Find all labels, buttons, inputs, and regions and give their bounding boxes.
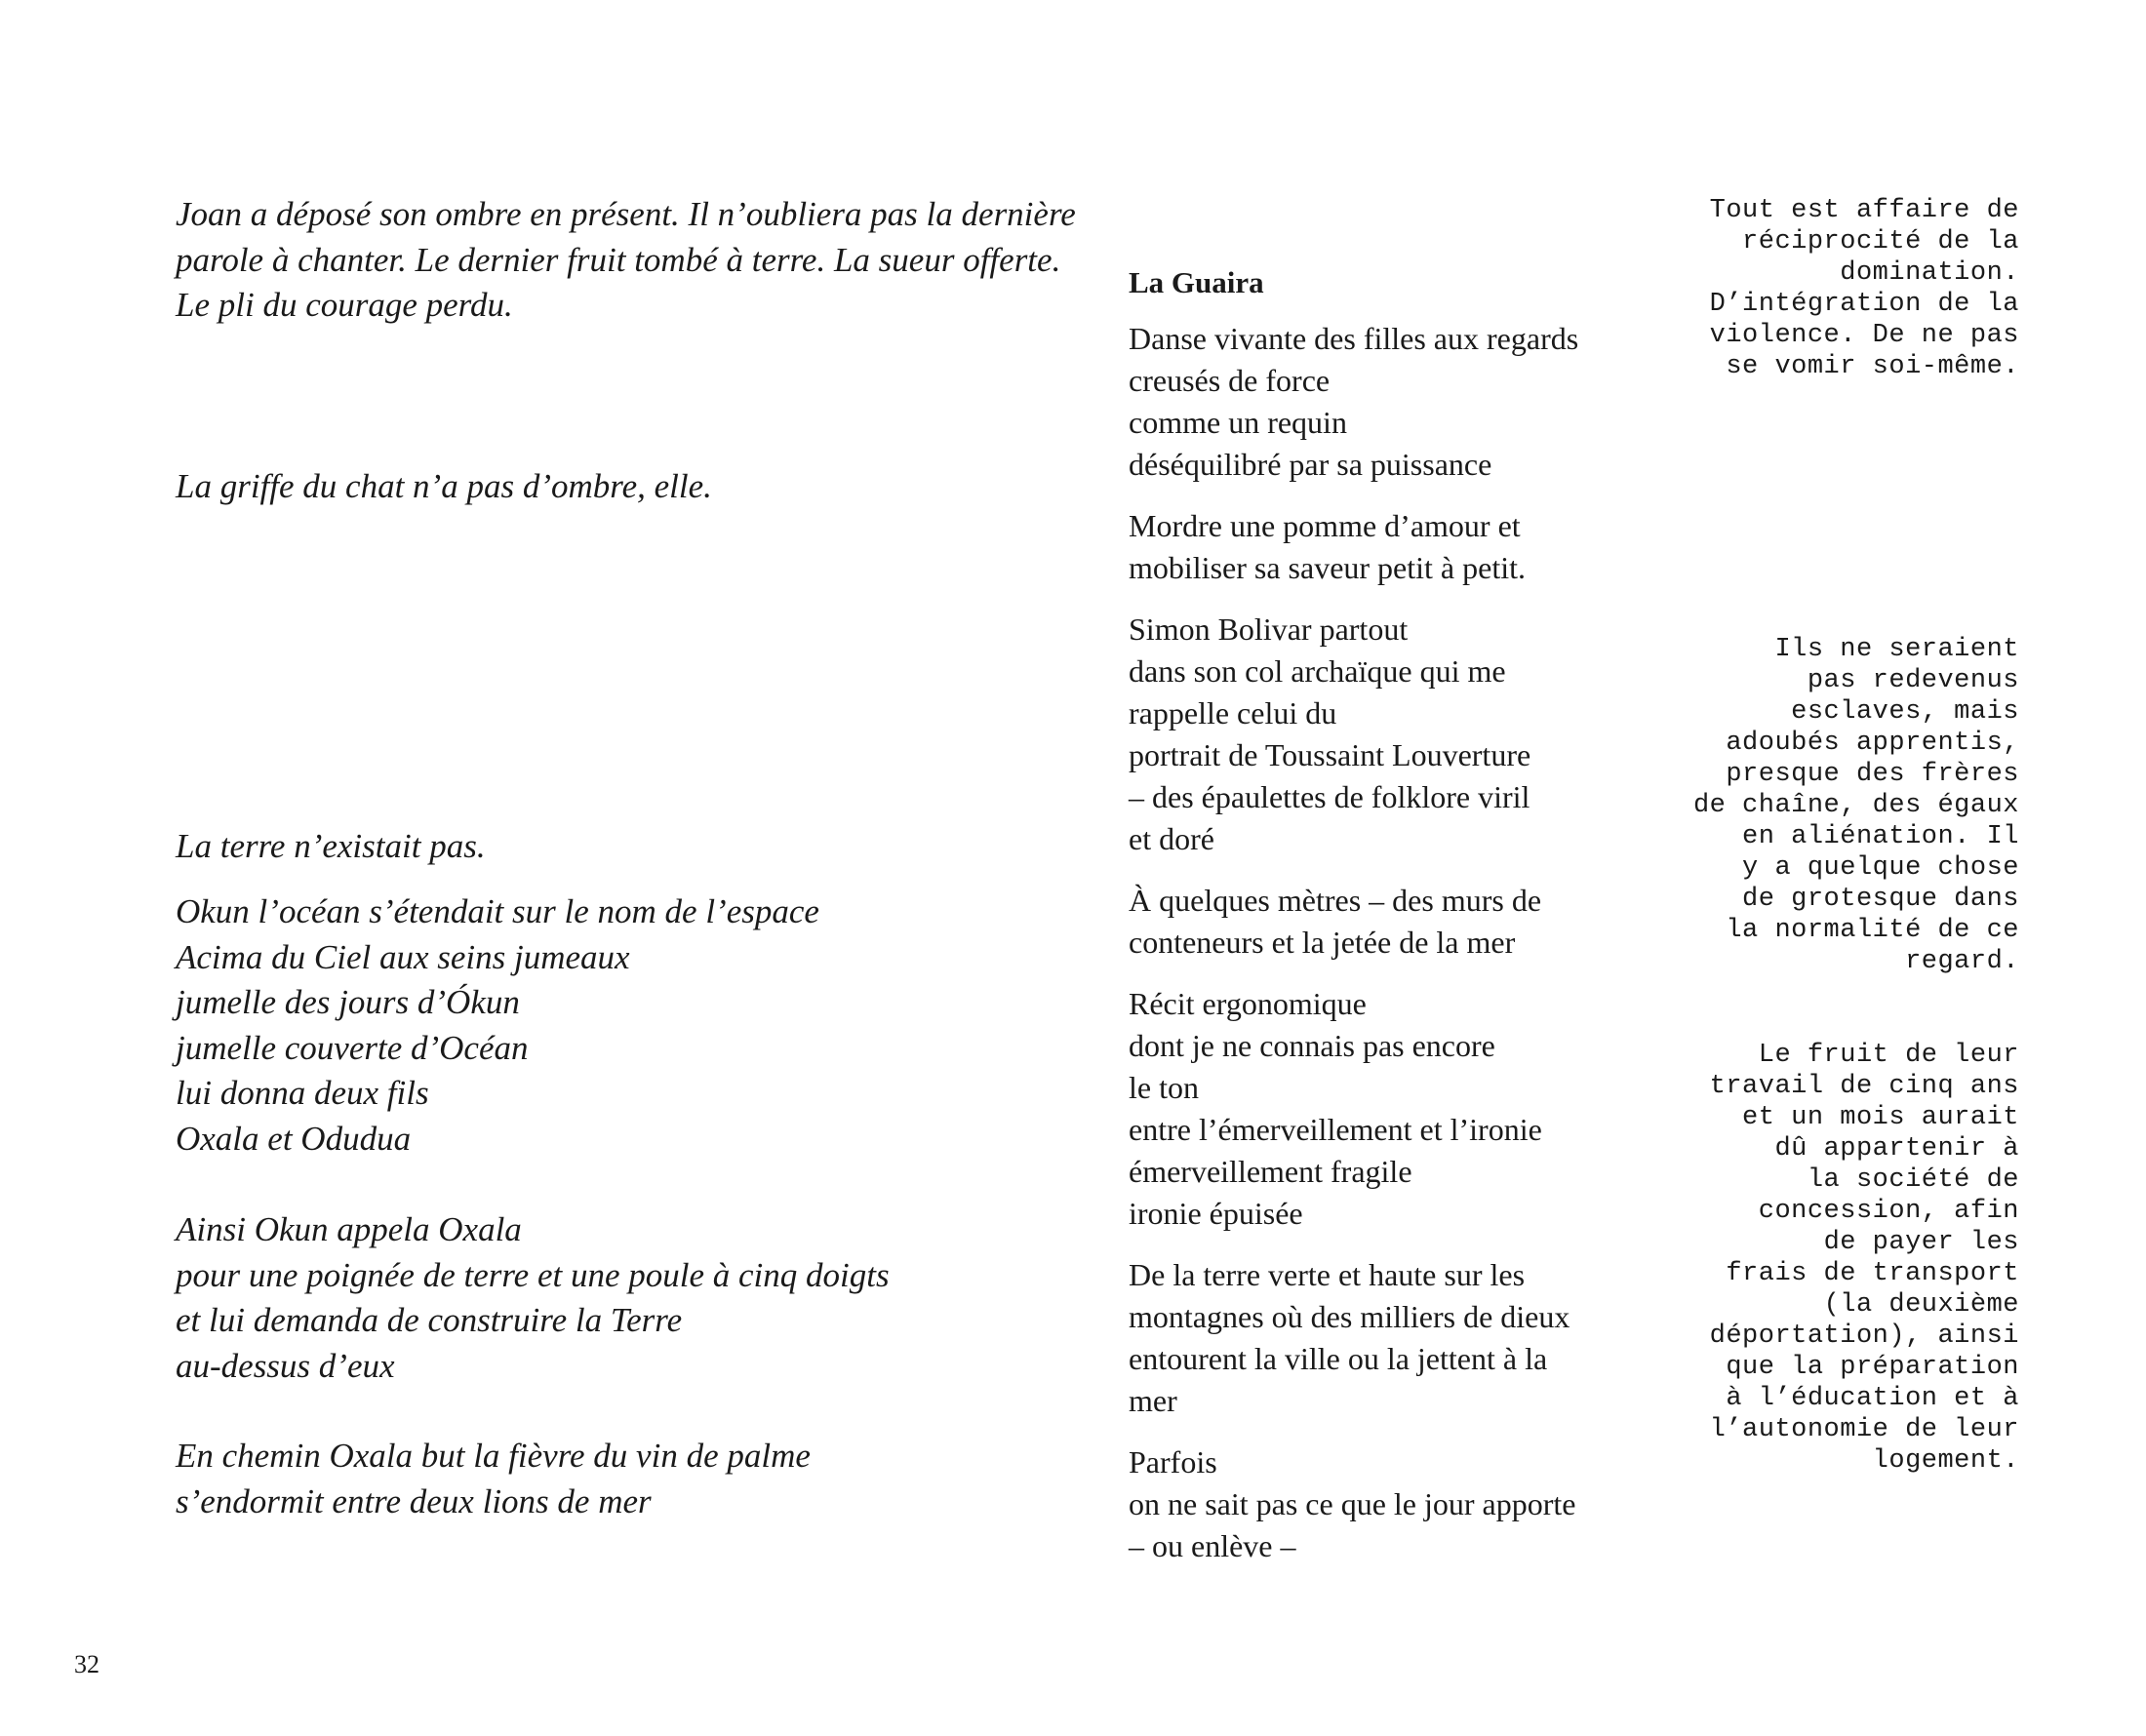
- text-line: – ou enlève –: [1129, 1528, 1296, 1563]
- text-line: jumelle couverte d’Océan: [176, 1028, 529, 1067]
- text-line: et doré: [1129, 821, 1214, 856]
- text-line: adoubés apprentis,: [1726, 729, 2019, 758]
- text-line: La griffe du chat n’a pas d’ombre, elle.: [176, 467, 712, 505]
- poem-stanza: [1129, 1254, 1636, 1422]
- text-line: De la terre verte et haute sur les: [1129, 1257, 1526, 1292]
- text-line: et un mois aurait: [1742, 1103, 2019, 1132]
- text-line: Okun l’océan s’étendait sur le nom de l’espace: [176, 892, 819, 930]
- text-line: domination.: [1840, 258, 2019, 288]
- text-line: Parfois: [1129, 1444, 1217, 1480]
- text-line: montagnes où des milliers de dieux: [1129, 1299, 1570, 1334]
- text-line: entourent la ville ou la jettent à la: [1129, 1341, 1548, 1376]
- text-line: s’endormit entre deux lions de mer: [176, 1481, 652, 1520]
- poem-stanza: [1129, 1441, 1636, 1567]
- text-line: En chemin Oxala but la fièvre du vin de palme: [176, 1437, 811, 1475]
- text-line: entre l’émerveillement et l’ironie: [1129, 1112, 1542, 1147]
- text-line: D’intégration de la: [1709, 290, 2019, 319]
- text-line: le ton: [1129, 1070, 1199, 1105]
- poem-stanza: [1129, 880, 1636, 964]
- text-line: regard.: [1905, 947, 2019, 976]
- text-line: pas redevenus: [1807, 666, 2019, 695]
- text-line: logement.: [1872, 1446, 2019, 1476]
- text-line: l’autonomie de leur: [1709, 1415, 2019, 1444]
- text-line: rappelle celui du: [1129, 695, 1337, 730]
- poem-stanza: [1129, 983, 1636, 1235]
- text-line: dans son col archaïque qui me: [1129, 653, 1506, 689]
- side-note-fruit: [1658, 1040, 2019, 1477]
- text-line: lui donna deux fils: [176, 1074, 429, 1112]
- text-line: Ainsi Okun appela Oxala: [176, 1210, 522, 1248]
- text-line: à l’éducation et à: [1726, 1384, 2019, 1413]
- text-line: émerveillement fragile: [1129, 1154, 1412, 1189]
- text-line: presque des frères: [1726, 760, 2019, 789]
- text-line: dû appartenir à: [1774, 1134, 2019, 1164]
- text-line: À quelques mètres – des murs de: [1129, 883, 1542, 918]
- text-line: y a quelque chose: [1742, 853, 2019, 883]
- text-line: Simon Bolivar partout: [1129, 612, 1409, 647]
- text-line: de chaîne, des égaux: [1692, 791, 2019, 820]
- text-line: la société de: [1807, 1165, 2019, 1195]
- text-line: dont je ne connais pas encore: [1129, 1028, 1495, 1063]
- text-line: au-dessus d’eux: [176, 1346, 395, 1385]
- text-line: – des épaulettes de folklore viril: [1129, 779, 1530, 814]
- text-line: portrait de Toussaint Louverture: [1129, 737, 1531, 772]
- left-block-griffe: [176, 464, 1093, 510]
- text-line: creusés de force: [1129, 363, 1331, 398]
- text-line: jumelle des jours d’Ókun: [176, 983, 520, 1021]
- poem-stanza: [1129, 609, 1636, 860]
- text-line: violence. De ne pas: [1709, 321, 2019, 350]
- side-note-esclaves: [1658, 634, 2019, 977]
- side-note-reciprocite: [1658, 195, 2019, 382]
- text-line: parole à chanter. Le dernier fruit tombé à terre. La sueur offerte.: [176, 240, 1061, 279]
- text-line: concession, afin: [1758, 1197, 2019, 1226]
- text-line: Danse vivante des filles aux regards: [1129, 321, 1579, 356]
- poem-title: La Guaira: [1129, 265, 1264, 299]
- text-line: que la préparation: [1726, 1353, 2019, 1382]
- text-line: conteneurs et la jetée de la mer: [1129, 925, 1516, 960]
- text-line: Acima du Ciel aux seins jumeaux: [176, 937, 630, 976]
- text-line: de grotesque dans: [1742, 885, 2019, 914]
- text-line: esclaves, mais: [1791, 697, 2019, 727]
- text-line: déportation), ainsi: [1709, 1322, 2019, 1351]
- text-line: mer: [1129, 1383, 1177, 1418]
- text-line: ironie épuisée: [1129, 1196, 1303, 1231]
- page-number: 32: [74, 1650, 99, 1678]
- text-line: travail de cinq ans: [1709, 1072, 2019, 1101]
- text-line: se vomir soi-même.: [1726, 352, 2019, 381]
- text-line: déséquilibré par sa puissance: [1129, 447, 1492, 482]
- text-line: frais de transport: [1726, 1259, 2019, 1288]
- text-line: Oxala et Odudua: [176, 1119, 412, 1158]
- text-line: mobiliser sa saveur petit à petit.: [1129, 550, 1526, 585]
- text-line: de payer les: [1823, 1228, 2019, 1257]
- text-line: Tout est affaire de: [1709, 196, 2019, 225]
- text-line: et lui demanda de construire la Terre: [176, 1301, 683, 1339]
- poem-stanza: [1129, 318, 1636, 486]
- text-line: La terre n’existait pas.: [176, 827, 486, 865]
- poem-la-guaira: [1129, 263, 1636, 1587]
- left-block-joan: [176, 192, 1093, 329]
- left-stanza-chemin: [176, 1434, 1093, 1524]
- left-stanza-okun: [176, 889, 1093, 1162]
- text-line: on ne sait pas ce que le jour apporte: [1129, 1486, 1576, 1521]
- text-line: (la deuxième: [1823, 1290, 2019, 1320]
- text-line: Mordre une pomme d’amour et: [1129, 508, 1521, 543]
- text-line: pour une poignée de terre et une poule à cinq doigts: [176, 1255, 890, 1294]
- text-line: Ils ne seraient: [1774, 635, 2019, 664]
- text-line: en aliénation. Il: [1742, 822, 2019, 851]
- left-block-terre: [176, 824, 1093, 870]
- text-line: Le fruit de leur: [1758, 1041, 2019, 1070]
- poem-stanza: [1129, 505, 1636, 589]
- text-line: comme un requin: [1129, 405, 1347, 440]
- text-line: Récit ergonomique: [1129, 986, 1367, 1021]
- text-line: réciprocité de la: [1742, 227, 2019, 256]
- text-line: Le pli du courage perdu.: [176, 286, 513, 324]
- text-line: la normalité de ce: [1726, 916, 2019, 945]
- left-stanza-ainsi: [176, 1207, 1093, 1389]
- text-line: Joan a déposé son ombre en présent. Il n’oubliera pas la dernière: [176, 195, 1076, 233]
